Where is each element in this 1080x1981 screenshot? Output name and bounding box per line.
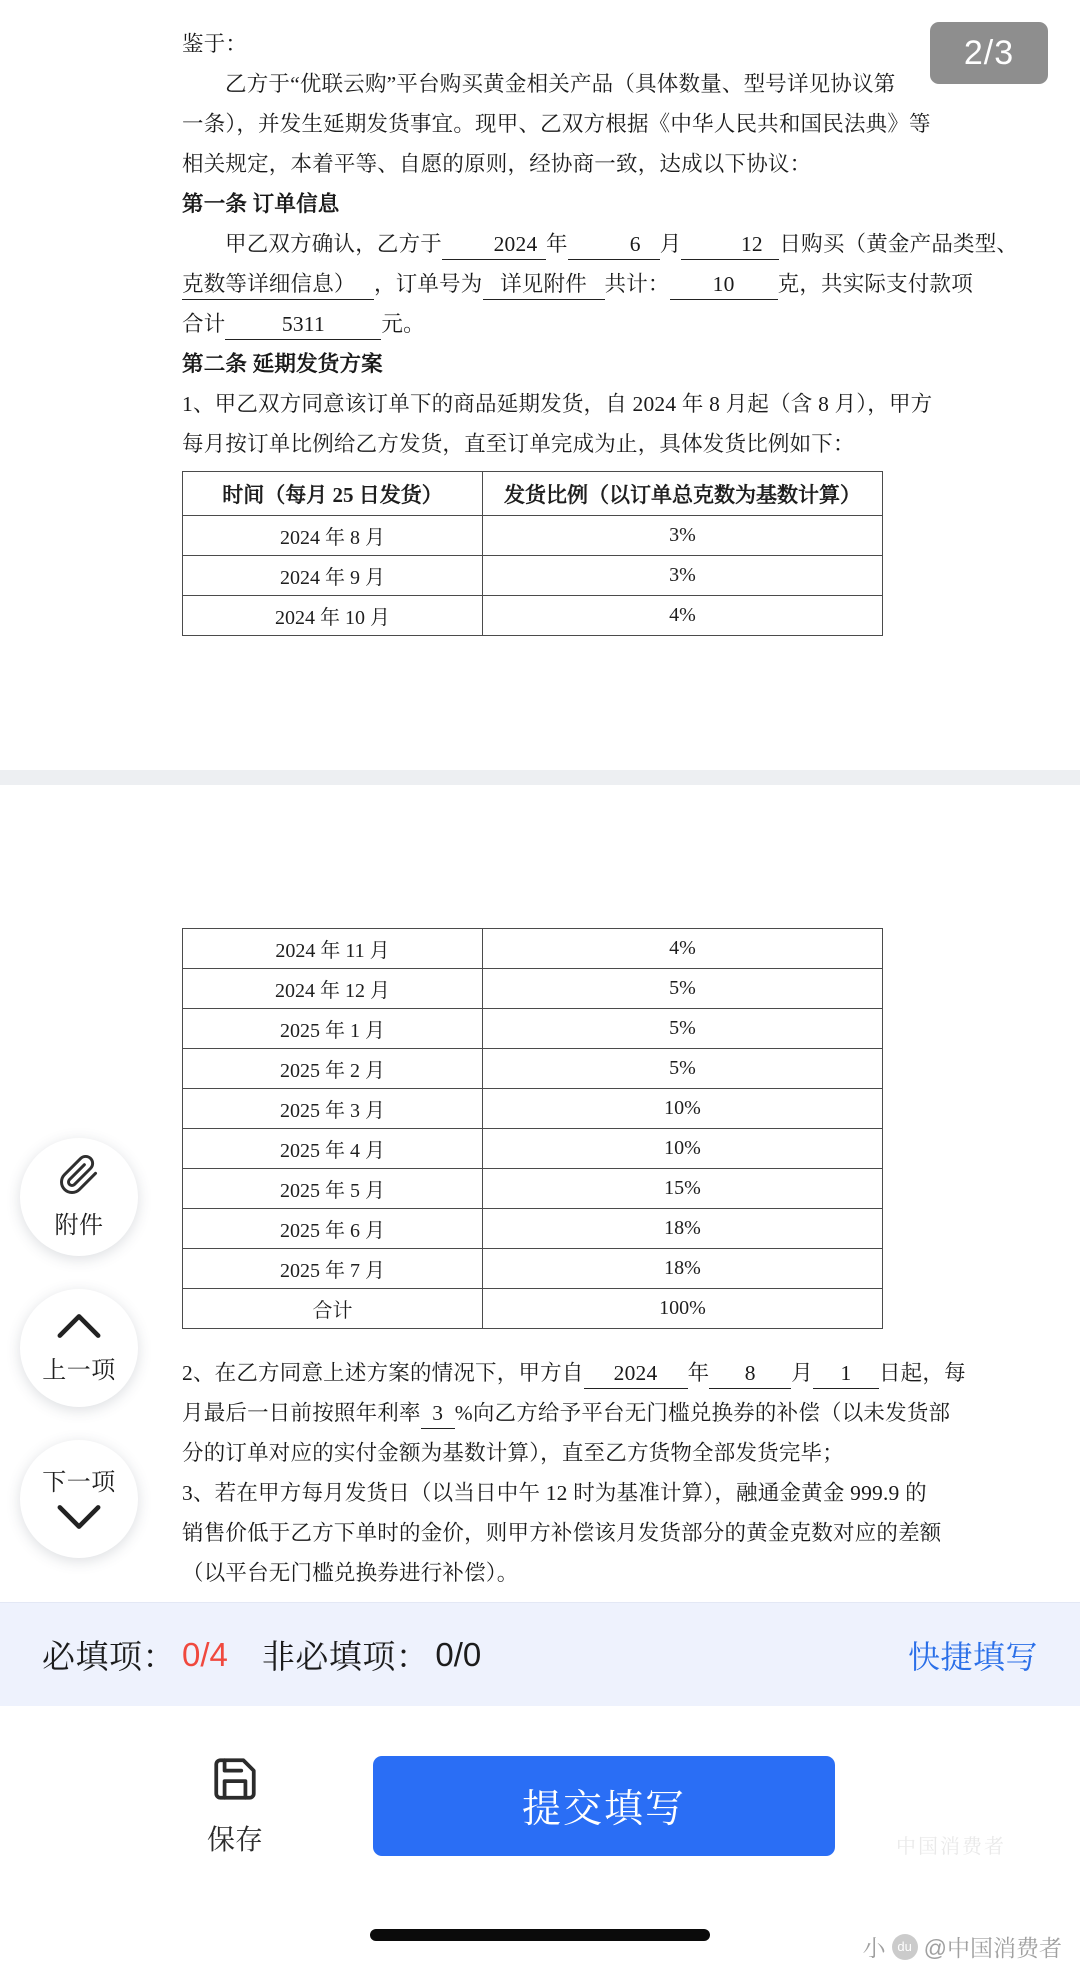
prev-item-fab[interactable] bbox=[20, 1289, 138, 1407]
watermark-prefix: 小 bbox=[862, 1935, 886, 1961]
cell-ratio: 5% bbox=[483, 1049, 883, 1089]
order-line-2-total: 共计： bbox=[604, 272, 670, 296]
table-row bbox=[183, 556, 883, 596]
table-row bbox=[183, 516, 883, 556]
quick-fill-button[interactable]: 快捷填写 bbox=[907, 1638, 1038, 1675]
document-page-1 bbox=[0, 0, 1080, 770]
cell-ratio: 4% bbox=[483, 596, 883, 636]
para-1-line-1: 乙方于“优联云购”平台购买黄金相关产品（具体数量、型号详见协议第 bbox=[225, 72, 896, 96]
order-line-1 bbox=[182, 224, 1019, 264]
page-separator bbox=[0, 770, 1080, 785]
paw-logo-icon: du bbox=[892, 1934, 918, 1960]
clause-3-line-2: 销售价低于乙方下单时的金价，则甲方补偿该月发货部分的黄金克数对应的差额 bbox=[182, 1521, 942, 1545]
table-row bbox=[183, 929, 883, 969]
clause2-rate-field[interactable]: 3 bbox=[421, 1398, 455, 1429]
document-page-2 bbox=[0, 785, 1080, 1585]
clause-2-line-1 bbox=[182, 1353, 966, 1393]
cell-period: 2025 年 2 月 bbox=[183, 1049, 483, 1089]
clause2-year-field[interactable]: 2024 bbox=[584, 1358, 688, 1389]
order-line-3-pre: 合计 bbox=[182, 312, 226, 336]
order-line-3 bbox=[182, 304, 898, 344]
cell-ratio: 10% bbox=[483, 1089, 883, 1129]
clause2-year-unit: 年 bbox=[687, 1361, 710, 1385]
order-year-unit: 年 bbox=[546, 232, 568, 256]
cell-period: 合计 bbox=[183, 1289, 483, 1329]
paperclip-icon bbox=[58, 1154, 100, 1200]
clause2-day-field[interactable]: 1 bbox=[813, 1358, 879, 1389]
order-line-2-mid: ，订单号为 bbox=[374, 272, 483, 296]
table-row bbox=[183, 1249, 883, 1289]
cell-period: 2025 年 6 月 bbox=[183, 1209, 483, 1249]
cell-ratio: 3% bbox=[483, 556, 883, 596]
table-row bbox=[183, 1129, 883, 1169]
order-year-field[interactable]: 2024 bbox=[442, 229, 546, 260]
order-month-unit: 月 bbox=[659, 232, 682, 256]
watermark-text: @中国消费者 bbox=[923, 1935, 1062, 1961]
cell-ratio: 15% bbox=[483, 1169, 883, 1209]
cell-ratio: 4% bbox=[483, 929, 883, 969]
col-header-ratio: 发货比例（以订单总克数为基数计算） bbox=[483, 472, 883, 516]
cell-ratio: 10% bbox=[483, 1129, 883, 1169]
cell-period: 2024 年 11 月 bbox=[183, 929, 483, 969]
table-header-row bbox=[183, 472, 883, 516]
save-icon bbox=[210, 1754, 260, 1809]
required-fields-count: 0/4 bbox=[182, 1635, 228, 1673]
page-indicator-badge: 2/3 bbox=[930, 22, 1048, 84]
cell-ratio: 3% bbox=[483, 516, 883, 556]
order-grams-unit: 克 bbox=[777, 272, 800, 296]
optional-fields-label: 非必填项： bbox=[261, 1638, 430, 1675]
faint-watermark: 中国消费者 bbox=[896, 1836, 1006, 1858]
attachment-fab-label: 附件 bbox=[54, 1212, 104, 1239]
cell-period: 2024 年 12 月 bbox=[183, 969, 483, 1009]
clause-1-line-2: 每月按订单比例给乙方发货，直至订单完成为止，具体发货比例如下： bbox=[182, 432, 855, 456]
cell-period: 2025 年 4 月 bbox=[183, 1129, 483, 1169]
home-indicator bbox=[370, 1929, 710, 1941]
order-amount-field[interactable]: 5311 bbox=[225, 309, 381, 340]
chevron-down-icon bbox=[56, 1502, 102, 1536]
order-line-2 bbox=[182, 264, 973, 304]
cell-ratio: 100% bbox=[483, 1289, 883, 1329]
attachment-fab[interactable] bbox=[20, 1138, 138, 1256]
table-row bbox=[183, 596, 883, 636]
cell-period: 2024 年 10 月 bbox=[183, 596, 483, 636]
cell-period: 2025 年 7 月 bbox=[183, 1249, 483, 1289]
table-row bbox=[183, 1009, 883, 1049]
article-2-title: 第二条 延期发货方案 bbox=[182, 352, 383, 376]
cell-period: 2025 年 1 月 bbox=[183, 1009, 483, 1049]
table-row bbox=[183, 1209, 883, 1249]
clause-2-line-2-pre: 月最后一日前按照年利率 bbox=[182, 1401, 421, 1425]
clause2-month-field[interactable]: 8 bbox=[709, 1358, 791, 1389]
table-row bbox=[183, 1049, 883, 1089]
floating-action-stack bbox=[20, 1138, 142, 1591]
clause-2-line-1-pre: 2、在乙方同意上述方案的情况下，甲方自 bbox=[182, 1361, 584, 1385]
prev-item-fab-label: 上一项 bbox=[42, 1357, 116, 1384]
source-watermark bbox=[863, 1930, 1062, 1963]
cell-ratio: 5% bbox=[483, 969, 883, 1009]
para-1-line-3: 相关规定，本着平等、自愿的原则，经协商一致，达成以下协议： bbox=[182, 152, 812, 176]
bottom-action-bar bbox=[0, 1706, 1080, 1906]
clause-2-line-3: 分的订单对应的实付金额为基数计算），直至乙方货物全部发货完毕； bbox=[182, 1441, 844, 1465]
cell-period: 2024 年 9 月 bbox=[183, 556, 483, 596]
para-1-line-2: 一条），并发生延期发货事宜。现甲、乙双方根据《中华人民共和国民法典》等 bbox=[182, 112, 931, 136]
cell-period: 2025 年 3 月 bbox=[183, 1089, 483, 1129]
clause-3-line-3: （以平台无门槛兑换券进行补偿）。 bbox=[182, 1561, 519, 1585]
order-number-field[interactable]: 详见附件 bbox=[483, 269, 605, 300]
table-row bbox=[183, 1089, 883, 1129]
next-item-fab-label: 下一项 bbox=[42, 1469, 116, 1496]
cell-period: 2025 年 5 月 bbox=[183, 1169, 483, 1209]
required-fields-label: 必填项： bbox=[42, 1638, 176, 1675]
clause-2-line-2-post: %向乙方给予平台无门槛兑换券的补偿（以未发货部 bbox=[454, 1401, 951, 1425]
whereas-line: 鉴于： bbox=[182, 32, 248, 56]
save-button-label: 保存 bbox=[206, 1824, 263, 1855]
chevron-up-icon bbox=[56, 1311, 102, 1345]
delivery-schedule-table-part-1 bbox=[182, 471, 883, 636]
table-row bbox=[183, 969, 883, 1009]
table-row bbox=[183, 1289, 883, 1329]
article-1-title: 第一条 订单信息 bbox=[182, 192, 340, 216]
clause-2-line-1-post: 日起，每 bbox=[878, 1361, 966, 1385]
fill-status-bar bbox=[0, 1602, 1080, 1706]
clause2-month-unit: 月 bbox=[791, 1361, 813, 1385]
order-month-field[interactable]: 6 bbox=[568, 229, 660, 260]
order-grams-field[interactable]: 10 bbox=[670, 269, 778, 300]
col-header-time: 时间（每月 25 日发货） bbox=[183, 472, 483, 516]
save-button[interactable] bbox=[135, 1754, 335, 1858]
cell-ratio: 18% bbox=[483, 1209, 883, 1249]
delivery-schedule-table-part-2 bbox=[182, 928, 883, 1329]
next-item-fab[interactable] bbox=[20, 1440, 138, 1558]
order-line-2-post: ，共实际支付款项 bbox=[799, 272, 973, 296]
order-day-field[interactable]: 12 bbox=[681, 229, 779, 260]
cell-ratio: 5% bbox=[483, 1009, 883, 1049]
clause-3-line-1: 3、若在甲方每月发货日（以当日中午 12 时为基准计算），融通金黄金 999.9 的 bbox=[182, 1481, 927, 1505]
order-line-1-post: 日购买（黄金产品类型、 bbox=[779, 232, 1019, 256]
cell-ratio: 18% bbox=[483, 1249, 883, 1289]
cell-period: 2024 年 8 月 bbox=[183, 516, 483, 556]
optional-fields-count: 0/0 bbox=[435, 1635, 482, 1673]
order-detail-field[interactable]: 克数等详细信息） bbox=[182, 269, 374, 300]
table-row bbox=[183, 1169, 883, 1209]
submit-button[interactable]: 提交填写 bbox=[373, 1756, 835, 1856]
clause-2-line-2 bbox=[182, 1393, 951, 1433]
clause-1-line-1: 1、甲乙双方同意该订单下的商品延期发货，自 2024 年 8 月起（含 8 月），甲方 bbox=[182, 392, 933, 416]
order-line-3-post: 元。 bbox=[381, 312, 425, 336]
order-line-1-pre: 甲乙双方确认，乙方于 bbox=[225, 232, 443, 256]
